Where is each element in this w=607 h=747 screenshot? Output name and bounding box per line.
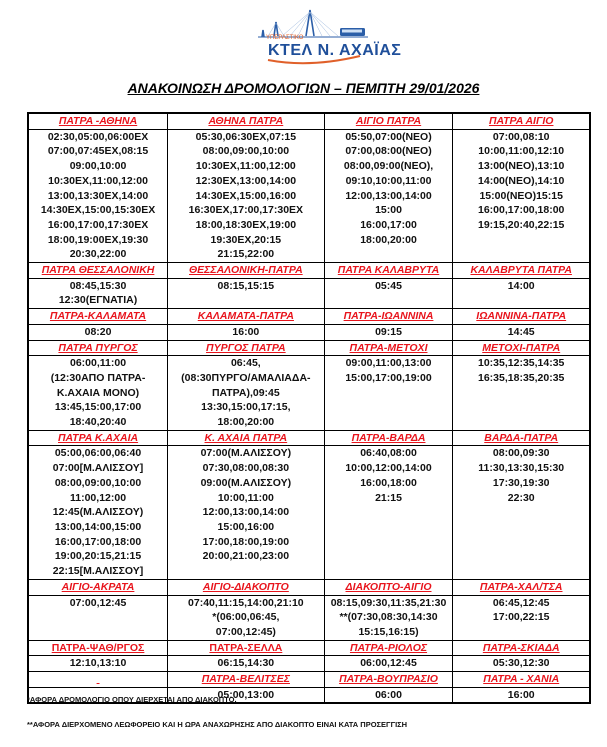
logo-tagline: ΥΠΕΡΑΣΤΙΚΟ: [266, 35, 304, 41]
departure-times-line: 14:00: [507, 279, 535, 292]
departure-times-line: 07:00,12:45): [215, 625, 276, 638]
departure-times-cell: [324, 595, 453, 640]
departure-times-line: 10:30ΕΧ,11:00,12:00: [195, 160, 296, 173]
route-times-row: [28, 446, 590, 579]
route-name: ΚΑΛΑΜΑΤΑ-ΠΑΤΡΑ: [168, 309, 325, 325]
departure-times-line: 06:00: [375, 688, 402, 701]
departure-times-line: 17:30,19:30: [492, 476, 550, 489]
departure-times-line: 06:00,12:45: [360, 657, 417, 670]
departure-times-line: 12:00,13:00,14:00: [345, 189, 432, 202]
departure-times-line: 09:00(Μ.ΑΛΙΣΣΟΥ): [200, 476, 292, 489]
departure-times-cell: [168, 324, 325, 340]
departure-times-line: 16:00,18:00: [360, 476, 417, 489]
departure-times-line: 12:30(ΕΓΝΑΤΙΑ): [58, 294, 138, 307]
route-times-row: [28, 595, 590, 640]
departure-times-line: 11:30,13:30,15:30: [478, 462, 565, 475]
route-header-row: [28, 340, 590, 356]
departure-times-line: 16:35,18:35,20:35: [478, 371, 565, 384]
route-name: ΠΑΤΡΑ-ΣΕΛΛΑ: [168, 640, 325, 656]
departure-times-line: 07:00,07:45ΕΧ,08:15: [47, 145, 149, 158]
route-name: ΠΑΤΡΑ-ΡΙΟΛΟΣ: [324, 640, 453, 656]
departure-times-line: 02:30,05:00,06:00ΕΧ: [47, 130, 149, 143]
departure-times-line: 12:30ΕΧ,13:00,14:00: [195, 174, 297, 187]
departure-times-line: 15:15,16:15): [358, 625, 419, 638]
departure-times-line: 08:00,09:00,10:00: [202, 145, 290, 158]
departure-times-line: 18:00,18:30ΕΧ,19:00: [195, 218, 297, 231]
departure-times-line: 08:45,15:30: [69, 279, 127, 292]
departure-times-line: 09:00,10:00: [69, 160, 127, 173]
departure-times-line: 19:00,20:15,21:15: [54, 550, 142, 563]
departure-times-cell: [324, 278, 453, 308]
departure-times-cell: [28, 278, 168, 308]
route-header-row: [28, 263, 590, 279]
departure-times-line: 14:45: [507, 325, 535, 338]
departure-times-line: 14:30ΕΧ,15:00,16:00: [195, 189, 297, 202]
departure-times-line: 09:15: [375, 325, 402, 338]
departure-times-line: (08:30ΠΥΡΓΟ/ΑΜΑΛΙΑΔΑ-: [181, 371, 311, 384]
route-name: ΙΩΑΝΝΙΝΑ-ΠΑΤΡΑ: [453, 309, 590, 325]
route-name: ΠΑΤΡΑ ΚΑΛΑΒΡΥΤΑ: [324, 263, 453, 279]
departure-times-line: 07:00,12:45: [69, 596, 127, 609]
departure-times-line: 17:00,18:00,19:00: [202, 535, 290, 548]
route-name: ΠΑΤΡΑ ΘΕΣΣΑΛΟΝΙΚΗ: [28, 263, 168, 279]
departure-times-line: 15:00,16:00: [217, 520, 275, 533]
departure-times-line: 10:00,12:00,14:00: [345, 462, 432, 475]
page-title: ΑΝΑΚΟΙΝΩΣΗ ΔΡΟΜΟΛΟΓΙΩΝ – ΠΕΜΠΤΗ 29/01/2026: [127, 80, 480, 96]
ktel-achaias-logo: [250, 4, 402, 66]
departure-times-cell: [324, 656, 453, 672]
departure-times-line: 05:45: [375, 279, 402, 292]
departure-times-line: (12:30ΑΠΟ ΠΑΤΡΑ-: [50, 371, 146, 384]
route-name: ΠΑΤΡΑ - ΧΑΝΙΑ: [453, 672, 590, 688]
departure-times-line: 09:00,11:00,13:00: [345, 357, 432, 370]
departure-times-cell: [453, 446, 590, 579]
departure-times-line: 10:30ΕΧ,11:00,12:00: [48, 174, 148, 187]
departure-times-line: 16:30ΕΧ,17:00,17:30ΕΧ: [188, 204, 304, 217]
departure-times-cell: [168, 656, 325, 672]
departure-times-line: 07:00,08:10: [492, 130, 550, 143]
route-name: ΠΑΤΡΑ-ΒΕΛΙΤΣΕΣ: [168, 672, 325, 688]
departure-times-line: 05:00,13:00: [217, 688, 275, 701]
departure-times-line: 13:00,13:30ΕΧ,14:00: [47, 189, 149, 202]
route-header-row: [28, 113, 590, 129]
route-name: ΠΑΤΡΑ-ΣΚΙΑΔΑ: [453, 640, 590, 656]
footnote-double-asterisk: **ΑΦΟΡΑ ΔΙΕΡΧΟΜΕΝΟ ΛΕΩΦΟΡΕΙΟ ΚΑΙ Η ΩΡΑ ΑΝΑΧΩΡΗΣΗΣ ΑΠΟ ΔΙΑΚΟΠΤΟ ΕΙΝΑΙ ΚΑΤΑ ΠΡΟΣΕΓΓΙΣΗ: [27, 720, 408, 729]
departure-times-line: 18:00,19:00ΕΧ,19:30: [47, 233, 149, 246]
departure-times-line: 08:15,15:15: [217, 279, 275, 292]
route-name: ΒΑΡΔΑ-ΠΑΤΡΑ: [453, 430, 590, 446]
departure-times-cell: [324, 356, 453, 431]
route-header-row: [28, 430, 590, 446]
departure-times-cell: [453, 324, 590, 340]
route-name: ΑΙΓΙΟ-ΔΙΑΚΟΠΤΟ: [168, 579, 325, 595]
departure-times-line: 06:45,12:45: [492, 596, 550, 609]
departure-times-line: 05:50,07:00(ΝΕΟ): [345, 130, 432, 143]
departure-times-line: 15:00: [375, 204, 402, 217]
route-name: ΠΑΤΡΑ-ΒΟΥΠΡΑΣΙΟ: [324, 672, 453, 688]
departure-times-line: 16:00,17:00,18:00: [54, 535, 142, 548]
route-times-row: [28, 278, 590, 308]
departure-times-line: 15:00(ΝΕΟ)15:15: [479, 189, 563, 202]
departure-times-line: 22:30: [507, 491, 535, 504]
departure-times-line: *(06:00,06:45,: [212, 611, 280, 624]
route-name: ΜΕΤΟΧΙ-ΠΑΤΡΑ: [453, 340, 590, 356]
departure-times-cell: [453, 687, 590, 703]
route-name: ΠΑΤΡΑ ΠΥΡΓΟΣ: [28, 340, 168, 356]
departure-times-line: 10:35,12:35,14:35: [478, 357, 565, 370]
departure-times-line: 16:00: [507, 688, 535, 701]
departure-times-line: 16:00: [232, 325, 260, 338]
departure-times-line: 16:00,17:00,18:00: [478, 204, 565, 217]
departure-times-line: 13:30,15:00,17:15,: [201, 401, 291, 414]
departure-times-cell: [28, 324, 168, 340]
departure-times-line: 05:30,06:30ΕΧ,07:15: [195, 130, 297, 143]
route-name: ΠΑΤΡΑ-ΧΑΛ/ΤΣΑ: [453, 579, 590, 595]
departure-times-line: 08:00,09:00(ΝΕΟ),: [343, 160, 434, 173]
departure-times-line: 19:30ΕΧ,20:15: [210, 233, 282, 246]
departure-times-line: 08:00,09:30: [492, 447, 550, 460]
departure-times-cell: [453, 656, 590, 672]
departure-times-line: 05:00,06:00,06:40: [54, 447, 142, 460]
departure-times-cell: [453, 595, 590, 640]
departure-times-line: 06:40,08:00: [360, 447, 417, 460]
departure-times-line: 07:00(Μ.ΑΛΙΣΣΟΥ): [200, 447, 292, 460]
departure-times-line: 07:40,11:15,14:00,21:10: [188, 596, 304, 609]
departure-times-line: 14:00(ΝΕΟ),14:10: [478, 174, 565, 187]
departure-times-cell: [28, 446, 168, 579]
departure-times-line: 21:15,22:00: [217, 248, 275, 261]
route-name: ΠΑΤΡΑ-ΨΑΘ/ΡΓΟΣ: [28, 640, 168, 656]
route-name: ΠΑΤΡΑ ΑΙΓΙΟ: [453, 113, 590, 129]
departure-times-line: 07:00[Μ.ΑΛΙΣΣΟΥ]: [52, 462, 144, 475]
departure-times-line: 20:30,22:00: [69, 248, 127, 261]
route-name: ΚΑΛΑΒΡΥΤΑ ΠΑΤΡΑ: [453, 263, 590, 279]
departure-times-cell: [453, 356, 590, 431]
departure-times-cell: [168, 446, 325, 579]
route-times-row: [28, 129, 590, 262]
departure-times-line: 07:00,08:00(ΝΕΟ): [345, 145, 432, 158]
footnote-single-asterisk: *ΑΦΟΡΑ ΔΡΟΜΟΛΟΓΙΟ ΟΠΟΥ ΔΙΕΡΧΕΤΑΙ ΑΠΟ ΔΙΑΚΟΠΤΟ.: [27, 695, 237, 704]
route-name: [28, 672, 168, 688]
departure-times-line: 17:00,22:15: [492, 611, 550, 624]
departure-times-line: 10:00,11:00,12:10: [478, 145, 565, 158]
route-name: ΠΑΤΡΑ Κ.ΑΧΑΙΑ: [28, 430, 168, 446]
departure-times-line: Κ.ΑΧΑΙΑ ΜΟΝΟ): [56, 386, 140, 399]
route-header-row: [28, 309, 590, 325]
schedule-table: [27, 112, 591, 704]
route-name: ΑΘΗΝΑ ΠΑΤΡΑ: [168, 113, 325, 129]
departure-times-line: 08:20: [84, 325, 112, 338]
departure-times-cell: [168, 356, 325, 431]
departure-times-line: 22:15[Μ.ΑΛΙΣΣΟΥ]: [52, 565, 144, 578]
departure-times-line: 11:00,12:00: [70, 491, 127, 504]
route-name: ΠΑΤΡΑ-ΚΑΛΑΜΑΤΑ: [28, 309, 168, 325]
route-times-row: [28, 324, 590, 340]
route-name: Κ. ΑΧΑΙΑ ΠΑΤΡΑ: [168, 430, 325, 446]
departure-times-line: 16:00,17:00,17:30ΕΧ: [47, 218, 149, 231]
departure-times-cell: [28, 656, 168, 672]
route-name: ΑΙΓΙΟ-ΑΚΡΑΤΑ: [28, 579, 168, 595]
departure-times-cell: [28, 595, 168, 640]
departure-times-line: 16:00,17:00: [360, 218, 417, 231]
route-name: ΠΑΤΡΑ -ΑΘΗΝΑ: [28, 113, 168, 129]
footnotes: [27, 695, 407, 745]
departure-times-line: 15:00,17:00,19:00: [345, 371, 432, 384]
departure-times-line: 06:00,11:00: [70, 357, 127, 370]
departure-times-line: 14:30ΕΧ,15:00,15:30ΕΧ: [40, 204, 156, 217]
route-name: ΘΕΣΣΑΛΟΝΙΚΗ-ΠΑΤΡΑ: [168, 263, 325, 279]
route-header-row: [28, 672, 590, 688]
route-name: ΠΑΤΡΑ-ΙΩΑΝΝΙΝΑ: [324, 309, 453, 325]
departure-times-line: 20:00,21:00,23:00: [202, 550, 290, 563]
route-times-row: [28, 356, 590, 431]
departure-times-line: 21:15: [375, 491, 402, 504]
logo-brand: ΚΤΕΛ Ν. ΑΧΑΪΑΣ: [268, 42, 402, 59]
departure-times-line: 05:30,12:30: [492, 657, 550, 670]
route-times-row: [28, 656, 590, 672]
departure-times-line: 09:10,10:00,11:00: [345, 174, 432, 187]
departure-times-cell: [324, 324, 453, 340]
departure-times-line: 10:00,11:00: [217, 491, 274, 504]
departure-times-cell: [168, 595, 325, 640]
departure-times-line: 06:15,14:30: [217, 657, 275, 670]
departure-times-line: 13:45,15:00,17:00: [54, 401, 142, 414]
route-name: ΠΥΡΓΟΣ ΠΑΤΡΑ: [168, 340, 325, 356]
departure-times-line: 18:00,20:00: [360, 233, 417, 246]
departure-times-cell: [324, 129, 453, 262]
departure-times-cell: [28, 356, 168, 431]
route-header-row: [28, 640, 590, 656]
departure-times-cell: [453, 278, 590, 308]
route-name: ΠΑΤΡΑ-ΜΕΤΟΧΙ: [324, 340, 453, 356]
departure-times-cell: [324, 446, 453, 579]
departure-times-line: 07:30,08:00,08:30: [202, 462, 290, 475]
route-name: ΠΑΤΡΑ-ΒΑΡΔΑ: [324, 430, 453, 446]
departure-times-cell: [168, 278, 325, 308]
route-name: ΑΙΓΙΟ ΠΑΤΡΑ: [324, 113, 453, 129]
departure-times-cell: [453, 129, 590, 262]
departure-times-line: ΠΑΤΡΑ),09:45: [211, 386, 280, 399]
departure-times-line: 12:00,13:00,14:00: [202, 506, 290, 519]
departure-times-line: 18:40,20:40: [69, 416, 127, 429]
departure-times-cell: [168, 129, 325, 262]
departure-times-line: 06:45,: [230, 357, 261, 370]
departure-times-line: 18:00,20:00: [217, 416, 275, 429]
departure-times-line: 13:00(ΝΕΟ),13:10: [478, 160, 565, 173]
departure-times-line: 12:10,13:10: [69, 657, 127, 670]
departure-times-cell: [28, 129, 168, 262]
departure-times-line: 19:15,20:40,22:15: [478, 218, 565, 231]
departure-times-line: 12:45(Μ.ΑΛΙΣΣΟΥ): [52, 506, 144, 519]
departure-times-line: 13:00,14:00,15:00: [54, 520, 142, 533]
route-name: ΔΙΑΚΟΠΤΟ-ΑΙΓΙΟ: [324, 579, 453, 595]
route-header-row: [28, 579, 590, 595]
departure-times-line: 08:15,09:30,11:35,21:30: [330, 596, 447, 609]
departure-times-line: 08:00,09:00,10:00: [54, 476, 142, 489]
departure-times-line: **(07:30,08:30,14:30: [339, 611, 438, 624]
